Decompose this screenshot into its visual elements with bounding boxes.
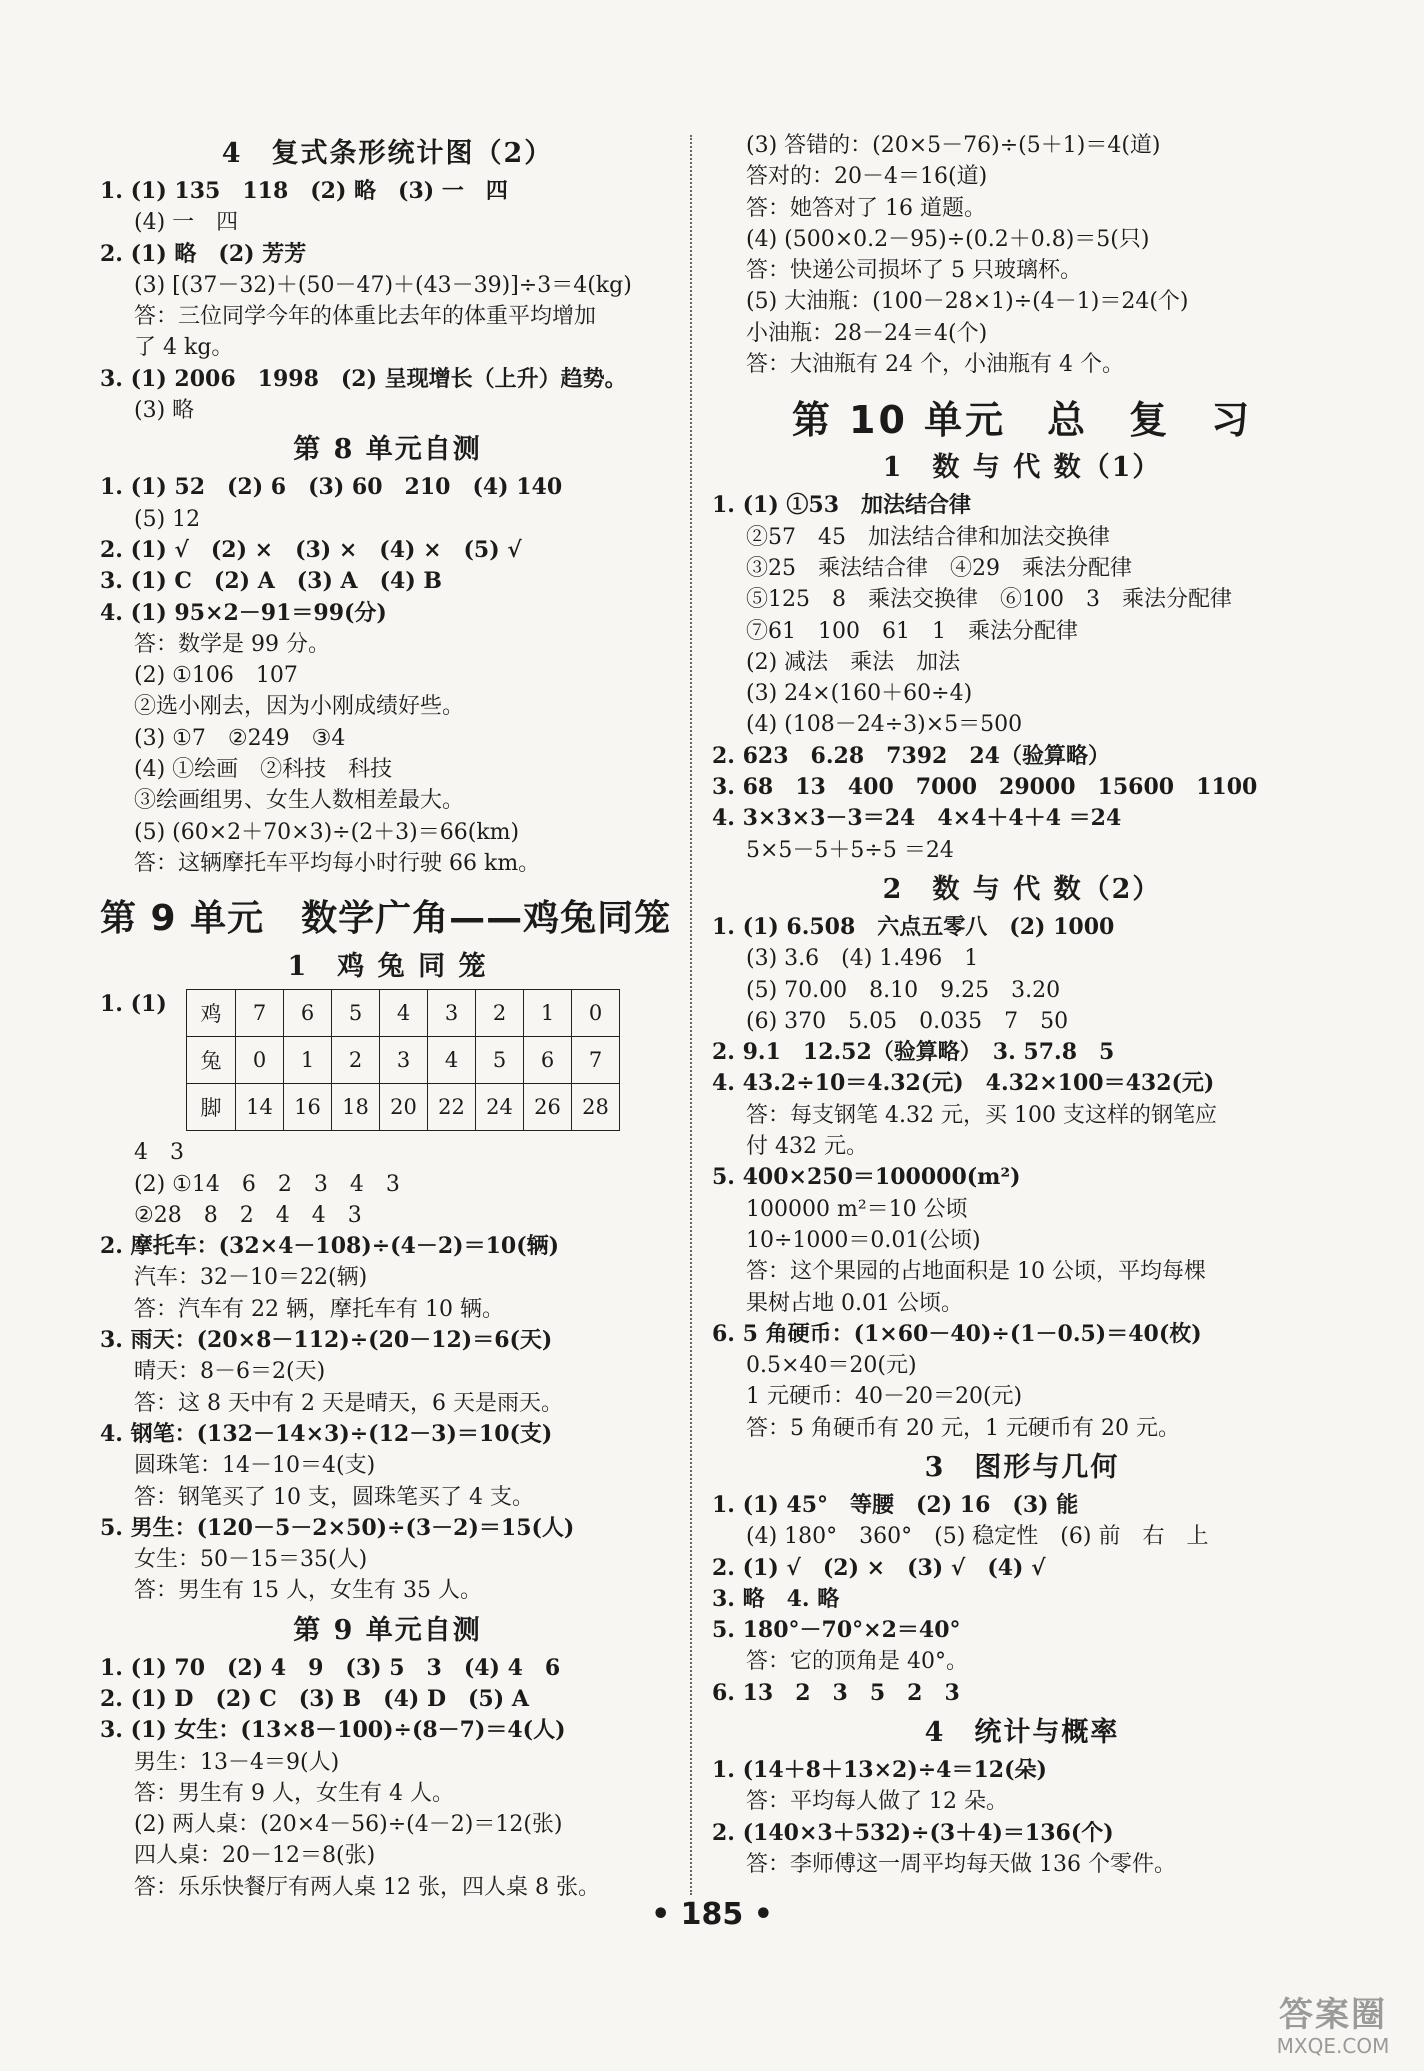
- watermark-site: MXQE.COM: [1276, 2034, 1390, 2058]
- answer-line: ②28 8 2 4 4 3: [134, 1202, 362, 1228]
- section-title-geometry: 3 图形与几何: [924, 1451, 1120, 1483]
- answer-line: (3) [(37－32)＋(50－47)＋(43－39)]÷3＝4(kg): [134, 272, 632, 298]
- answer-line: 6. 5 角硬币：(1×60－40)÷(1－0.5)＝40(枚): [712, 1320, 1202, 1347]
- answer-line: 2. (1) √ (2) × (3) √ (4) √: [712, 1554, 1046, 1581]
- answers-unit8-test: [100, 472, 675, 879]
- answer-line: (4) (500×0.2－95)÷(0.2＋0.8)＝5(只): [746, 226, 1150, 252]
- table-cell: 3: [428, 990, 476, 1037]
- answer-line: (3) 24×(160＋60÷4): [746, 681, 973, 707]
- table-cell: 0: [572, 990, 620, 1037]
- table-cell: 16: [284, 1084, 332, 1131]
- answer-line: 1. (1) 45° 等腰 (2) 16 (3) 能: [712, 1491, 1079, 1518]
- answer-line: 1. (1) 6.508 六点五零八 (2) 1000: [712, 913, 1115, 940]
- table-cell: 20: [380, 1084, 428, 1131]
- table-cell: 26: [524, 1084, 572, 1131]
- chicken-rabbit-table-block: [100, 989, 675, 1131]
- answer-line: (2) ①14 6 2 3 4 3: [134, 1171, 400, 1197]
- unit10-title: 第 10 单元 总 复 习: [791, 398, 1253, 443]
- answers-statistics: [712, 1755, 1332, 1880]
- section-title-numbers-algebra-1: 1 数 与 代 数（1）: [882, 452, 1162, 484]
- answer-line: 四人桌：20－12＝8(张): [134, 1843, 376, 1869]
- table-cell: 5: [332, 990, 380, 1037]
- answer-line: (5) (60×2＋70×3)÷(2＋3)＝66(km): [134, 819, 520, 845]
- section-title-bar-chart-2: 4 复式条形统计图（2）: [221, 138, 554, 169]
- column-divider: [690, 135, 692, 1895]
- answer-line: 答：汽车有 22 辆，摩托车有 10 辆。: [134, 1296, 504, 1322]
- answer-line: 3. 68 13 400 7000 29000 15600 1100: [712, 774, 1258, 801]
- answer-line: 答：大油瓶有 24 个，小油瓶有 4 个。: [746, 352, 1124, 378]
- answer-line: 答：这 8 天中有 2 天是晴天，6 天是雨天。: [134, 1390, 563, 1416]
- answer-line: 3. 雨天：(20×8－112)÷(20－12)＝6(天): [100, 1327, 553, 1354]
- answer-line: 圆珠笔：14－10＝4(支): [134, 1453, 376, 1479]
- table-cell: 0: [236, 1037, 284, 1084]
- answer-line: 2. 9.1 12.52（验算略） 3. 57.8 5: [712, 1039, 1115, 1066]
- answer-line: (3) 答错的：(20×5－76)÷(5＋1)＝4(道): [746, 133, 1161, 158]
- answer-line: 女生：50－15＝35(人): [134, 1547, 368, 1573]
- answer-line: 汽车：32－10＝22(辆): [134, 1265, 368, 1291]
- table-cell: 4: [380, 990, 428, 1037]
- table-label: 1. (1): [100, 991, 167, 1018]
- page-number: • 185 •: [651, 1897, 773, 1932]
- answer-line: 答：李师傅这一周平均每天做 136 个零件。: [746, 1851, 1176, 1877]
- section-title-numbers-algebra-2: 2 数 与 代 数（2）: [882, 873, 1162, 905]
- answer-line: 4. (1) 95×2－91＝99(分): [100, 599, 387, 626]
- answer-line: (5) 12: [134, 506, 201, 532]
- answer-line: 5. 男生：(120－5－2×50)÷(3－2)＝15(人): [100, 1514, 575, 1541]
- answer-line: 付 432 元。: [746, 1134, 868, 1160]
- chicken-rabbit-table: [186, 989, 620, 1131]
- answer-line: 答：这个果园的占地面积是 10 公顷，平均每棵: [746, 1259, 1206, 1285]
- table-row: [187, 1037, 620, 1084]
- table-cell: 6: [284, 990, 332, 1037]
- answer-line: 2. (1) D (2) C (3) B (4) D (5) A: [100, 1685, 529, 1712]
- unit9-title: 第 9 单元 数学广角——鸡兔同笼: [100, 898, 672, 940]
- table-cell: 1: [284, 1037, 332, 1084]
- answers-bar-chart-2: [100, 176, 675, 426]
- answer-line: ③绘画组男、女生人数相差最大。: [134, 788, 465, 814]
- answer-line: 答：三位同学今年的体重比去年的体重平均增加: [134, 304, 597, 330]
- table-cell: 4: [428, 1037, 476, 1084]
- table-cell: 14: [236, 1084, 284, 1131]
- answers-unit9-test: [100, 1653, 675, 1903]
- answer-line: 2. 摩托车：(32×4－108)÷(4－2)＝10(辆): [100, 1233, 560, 1260]
- answer-line: 4. 3×3×3－3＝24 4×4＋4＋4 ＝24: [712, 805, 1122, 832]
- answer-line: (5) 大油瓶：(100－28×1)÷(4－1)＝24(个): [746, 289, 1189, 315]
- answer-line: (2) 减法 乘法 加法: [746, 649, 961, 675]
- answer-line: 100000 m²＝10 公顷: [746, 1196, 968, 1222]
- answer-line: 3. (1) C (2) A (3) A (4) B: [100, 568, 443, 595]
- table-cell: 22: [428, 1084, 476, 1131]
- table-cell: 5: [476, 1037, 524, 1084]
- answer-line: 1. (14＋8＋13×2)÷4＝12(朵): [712, 1757, 1047, 1784]
- answer-line: (4) 一 四: [134, 210, 239, 236]
- answer-line: 4. 钢笔：(132－14×3)÷(12－3)＝10(支): [100, 1420, 553, 1447]
- answer-line: ②选小刚去，因为小刚成绩好些。: [134, 694, 465, 720]
- answer-line: 10÷1000＝0.01(公顷): [746, 1227, 981, 1253]
- answer-line: (3) 略: [134, 398, 195, 424]
- table-row-header: 脚: [187, 1084, 236, 1131]
- answer-line: (5) 70.00 8.10 9.25 3.20: [746, 977, 1061, 1003]
- table-row-header: 鸡: [187, 990, 236, 1037]
- table-cell: 1: [524, 990, 572, 1037]
- answer-line: 答：数学是 99 分。: [134, 631, 330, 657]
- answers-numbers-algebra-2: [712, 912, 1332, 1444]
- table-cell: 18: [332, 1084, 380, 1131]
- answer-line: 3. (1) 2006 1998 (2) 呈现增长（上升）趋势。: [100, 365, 627, 392]
- answer-line: 答：它的顶角是 40°。: [746, 1649, 968, 1675]
- answer-line: 答对的：20－4＝16(道): [746, 164, 988, 190]
- answers-numbers-algebra-1: [712, 490, 1332, 866]
- table-row: [187, 1084, 620, 1131]
- table-row-header: 兔: [187, 1037, 236, 1084]
- answer-line: 6. 13 2 3 5 2 3: [712, 1679, 960, 1706]
- answer-line: 答：5 角硬币有 20 元，1 元硬币有 20 元。: [746, 1415, 1180, 1441]
- answer-line: 1 元硬币：40－20＝20(元): [746, 1384, 1023, 1410]
- answer-line: 小油瓶：28－24＝4(个): [746, 320, 988, 346]
- right-column: [712, 130, 1332, 1880]
- answer-line: 2. (140×3＋532)÷(3＋4)＝136(个): [712, 1819, 1114, 1846]
- answer-line: (3) 3.6 (4) 1.496 1: [746, 946, 979, 972]
- answer-line: (2) 两人桌：(20×4－56)÷(4－2)＝12(张): [134, 1812, 563, 1838]
- section-title-chicken-rabbit: 1 鸡 兔 同 笼: [287, 951, 488, 983]
- answers-continued: [712, 130, 1332, 380]
- answer-line: 答：男生有 9 人，女生有 4 人。: [134, 1780, 454, 1806]
- answer-line: 3. (1) 女生：(13×8－100)÷(8－7)＝4(人): [100, 1717, 566, 1744]
- answer-line: (4) ①绘画 ②科技 科技: [134, 757, 393, 783]
- answer-line: (4) 180° 360° (5) 稳定性 (6) 前 右 上: [746, 1524, 1209, 1550]
- answer-line: 答：钢笔买了 10 支，圆珠笔买了 4 支。: [134, 1484, 534, 1510]
- answer-line: 答：乐乐快餐厅有两人桌 12 张，四人桌 8 张。: [134, 1874, 600, 1900]
- table-cell: 2: [332, 1037, 380, 1084]
- answer-line: 1. (1) 52 (2) 6 (3) 60 210 (4) 140: [100, 474, 563, 501]
- table-cell: 6: [524, 1037, 572, 1084]
- answer-line: 果树占地 0.01 公顷。: [746, 1290, 963, 1316]
- answer-line: ③25 乘法结合律 ④29 乘法分配律: [746, 555, 1132, 581]
- table-cell: 3: [380, 1037, 428, 1084]
- answer-line: 男生：13－4＝9(人): [134, 1749, 340, 1775]
- answer-line: 答：她答对了 16 道题。: [746, 195, 986, 221]
- answer-line: 3. 略 4. 略: [712, 1585, 840, 1612]
- answers-geometry: [712, 1490, 1332, 1709]
- left-column: [100, 130, 675, 1903]
- answer-line: 0.5×40＝20(元): [746, 1353, 917, 1379]
- answer-line: 1. (1) ①53 加法结合律: [712, 492, 972, 519]
- table-cell: 7: [236, 990, 284, 1037]
- answer-line: ②57 45 加法结合律和加法交换律: [746, 524, 1110, 550]
- answer-line: 了 4 kg。: [134, 335, 234, 361]
- section-title-unit9-test: 第 9 单元自测: [293, 1614, 482, 1646]
- answer-line: 2. 623 6.28 7392 24（验算略）: [712, 742, 1110, 769]
- answer-line: 2. (1) 略 (2) 芳芳: [100, 240, 307, 267]
- answer-line: 答：这辆摩托车平均每小时行驶 66 km。: [134, 850, 541, 876]
- answer-line: ⑤125 8 乘法交换律 ⑥100 3 乘法分配律: [746, 587, 1232, 613]
- section-title-unit8-test: 第 8 单元自测: [293, 434, 482, 466]
- answer-line: ⑦61 100 61 1 乘法分配律: [746, 618, 1078, 644]
- watermark-logo: [1258, 1995, 1408, 2057]
- table-cell: 24: [476, 1084, 524, 1131]
- answer-line: 5. 400×250＝100000(m²): [712, 1164, 1021, 1191]
- answer-line: 1. (1) 70 (2) 4 9 (3) 5 3 (4) 4 6: [100, 1654, 561, 1681]
- answer-line: 2. (1) √ (2) × (3) × (4) × (5) √: [100, 536, 522, 563]
- answer-line: 4 3: [134, 1140, 184, 1166]
- answer-line: (6) 370 5.05 0.035 7 50: [746, 1008, 1069, 1034]
- answer-line: 5×5－5＋5÷5 ＝24: [746, 837, 954, 863]
- table-cell: 7: [572, 1037, 620, 1084]
- answer-line: 4. 43.2÷10＝4.32(元) 4.32×100＝432(元): [712, 1070, 1215, 1097]
- answer-line: (2) ①106 107: [134, 663, 298, 689]
- answer-line: (3) ①7 ②249 ③4: [134, 725, 346, 751]
- table-cell: 28: [572, 1084, 620, 1131]
- table-row: [187, 990, 620, 1037]
- answer-line: 5. 180°－70°×2＝40°: [712, 1617, 961, 1644]
- answer-line: (4) (108－24÷3)×5＝500: [746, 712, 1023, 738]
- answer-line: 答：快递公司损坏了 5 只玻璃杯。: [746, 258, 1082, 284]
- watermark-sig: 答案圈: [1279, 1995, 1387, 2035]
- answer-line: 1. (1) 135 118 (2) 略 (3) 一 四: [100, 178, 508, 204]
- answer-line: 答：男生有 15 人，女生有 35 人。: [134, 1578, 482, 1604]
- table-cell: 2: [476, 990, 524, 1037]
- section-title-statistics: 4 统计与概率: [924, 1717, 1120, 1749]
- answer-line: 答：平均每人做了 12 朵。: [746, 1789, 1008, 1815]
- answer-line: 答：每支钢笔 4.32 元，买 100 支这样的钢笔应: [746, 1102, 1217, 1128]
- answers-chicken-rabbit: [100, 1137, 675, 1606]
- answer-line: 晴天：8－6＝2(天): [134, 1359, 326, 1385]
